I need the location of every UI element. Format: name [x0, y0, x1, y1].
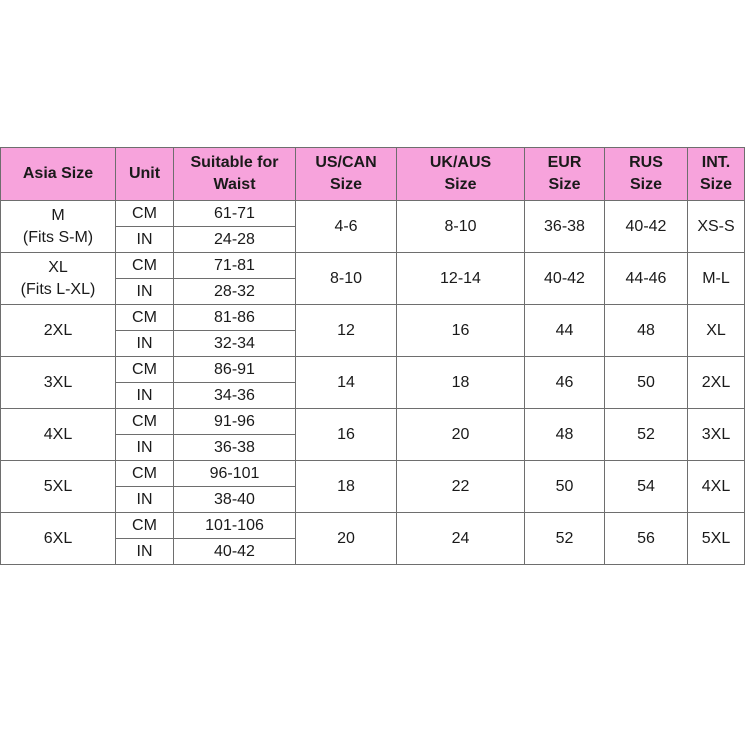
header-row	[1, 148, 745, 201]
us-can-size-cell: 14	[296, 357, 397, 409]
header-text: Size	[444, 176, 477, 193]
table-row	[1, 357, 745, 383]
header-waist	[174, 148, 296, 201]
eur-size-cell: 44	[525, 305, 605, 357]
us-can-size-cell: 20	[296, 513, 397, 565]
unit-cm-cell: CM	[116, 305, 174, 331]
unit-cm-cell: CM	[116, 409, 174, 435]
waist-in-cell: 24-28	[174, 227, 296, 253]
waist-in-cell: 38-40	[174, 487, 296, 513]
us-can-size-cell: 12	[296, 305, 397, 357]
asia-size-cell	[1, 357, 116, 409]
asia-size-cell	[1, 409, 116, 461]
int-size-cell: 4XL	[688, 461, 745, 513]
unit-in-cell: IN	[116, 331, 174, 357]
waist-in-cell: 28-32	[174, 279, 296, 305]
unit-cm-cell: CM	[116, 357, 174, 383]
waist-in-cell: 40-42	[174, 539, 296, 565]
header-text: Asia Size	[22, 165, 94, 182]
unit-in-cell: IN	[116, 227, 174, 253]
uk-aus-size-cell: 20	[397, 409, 525, 461]
uk-aus-size-cell: 24	[397, 513, 525, 565]
header-text: US/CAN	[315, 154, 377, 171]
header-text: Size	[329, 176, 362, 193]
header-text: Size	[699, 176, 732, 193]
int-size-cell: 3XL	[688, 409, 745, 461]
asia-size-cell	[1, 461, 116, 513]
rus-size-cell: 50	[605, 357, 688, 409]
asia-size-cell	[1, 201, 116, 253]
us-can-size-cell: 18	[296, 461, 397, 513]
unit-cm-cell: CM	[116, 513, 174, 539]
header-unit	[116, 148, 174, 201]
waist-in-cell: 32-34	[174, 331, 296, 357]
waist-cm-cell: 81-86	[174, 305, 296, 331]
asia-size-note: (Fits L-XL)	[20, 280, 96, 298]
header-text: Size	[548, 176, 581, 193]
asia-size-note: (Fits S-M)	[22, 228, 94, 246]
waist-cm-cell: 96-101	[174, 461, 296, 487]
rus-size-cell: 44-46	[605, 253, 688, 305]
waist-in-cell: 36-38	[174, 435, 296, 461]
table-body	[1, 201, 745, 565]
table-row	[1, 305, 745, 331]
asia-size-label: 6XL	[43, 529, 73, 547]
asia-size-cell	[1, 253, 116, 305]
header-text: Unit	[128, 165, 161, 182]
rus-size-cell: 56	[605, 513, 688, 565]
header-rus	[605, 148, 688, 201]
waist-cm-cell: 86-91	[174, 357, 296, 383]
size-chart	[0, 147, 745, 565]
table-row	[1, 409, 745, 435]
asia-size-label: XL	[48, 258, 68, 276]
us-can-size-cell: 16	[296, 409, 397, 461]
int-size-cell: XS-S	[688, 201, 745, 253]
uk-aus-size-cell: 8-10	[397, 201, 525, 253]
unit-in-cell: IN	[116, 383, 174, 409]
eur-size-cell: 52	[525, 513, 605, 565]
int-size-cell: 2XL	[688, 357, 745, 409]
rus-size-cell: 52	[605, 409, 688, 461]
header-us-can	[296, 148, 397, 201]
header-text: EUR	[547, 154, 582, 171]
rus-size-cell: 48	[605, 305, 688, 357]
table-row	[1, 461, 745, 487]
header-text: Size	[629, 176, 662, 193]
header-text: Waist	[213, 176, 256, 193]
uk-aus-size-cell: 22	[397, 461, 525, 513]
eur-size-cell: 40-42	[525, 253, 605, 305]
header-text: Suitable for	[190, 154, 279, 171]
int-size-cell: XL	[688, 305, 745, 357]
uk-aus-size-cell: 12-14	[397, 253, 525, 305]
table-row	[1, 201, 745, 227]
asia-size-cell	[1, 305, 116, 357]
eur-size-cell: 48	[525, 409, 605, 461]
header-int	[688, 148, 745, 201]
waist-cm-cell: 101-106	[174, 513, 296, 539]
table-row	[1, 253, 745, 279]
unit-in-cell: IN	[116, 539, 174, 565]
unit-cm-cell: CM	[116, 461, 174, 487]
eur-size-cell: 36-38	[525, 201, 605, 253]
uk-aus-size-cell: 18	[397, 357, 525, 409]
unit-cm-cell: CM	[116, 201, 174, 227]
header-text: INT.	[701, 154, 731, 171]
eur-size-cell: 50	[525, 461, 605, 513]
us-can-size-cell: 4-6	[296, 201, 397, 253]
rus-size-cell: 54	[605, 461, 688, 513]
unit-in-cell: IN	[116, 435, 174, 461]
asia-size-cell	[1, 513, 116, 565]
us-can-size-cell: 8-10	[296, 253, 397, 305]
waist-cm-cell: 71-81	[174, 253, 296, 279]
asia-size-label: 5XL	[43, 477, 73, 495]
waist-in-cell: 34-36	[174, 383, 296, 409]
eur-size-cell: 46	[525, 357, 605, 409]
waist-cm-cell: 91-96	[174, 409, 296, 435]
header-text: RUS	[629, 154, 663, 171]
header-eur	[525, 148, 605, 201]
asia-size-label: 4XL	[43, 425, 73, 443]
asia-size-label: 2XL	[43, 321, 73, 339]
asia-size-label: M	[51, 206, 65, 224]
table-row	[1, 513, 745, 539]
size-table	[0, 147, 745, 565]
header-asia-size	[1, 148, 116, 201]
unit-in-cell: IN	[116, 487, 174, 513]
rus-size-cell: 40-42	[605, 201, 688, 253]
unit-cm-cell: CM	[116, 253, 174, 279]
waist-cm-cell: 61-71	[174, 201, 296, 227]
int-size-cell: M-L	[688, 253, 745, 305]
uk-aus-size-cell: 16	[397, 305, 525, 357]
header-text: UK/AUS	[429, 154, 492, 171]
header-uk-aus	[397, 148, 525, 201]
asia-size-label: 3XL	[43, 373, 73, 391]
unit-in-cell: IN	[116, 279, 174, 305]
int-size-cell: 5XL	[688, 513, 745, 565]
